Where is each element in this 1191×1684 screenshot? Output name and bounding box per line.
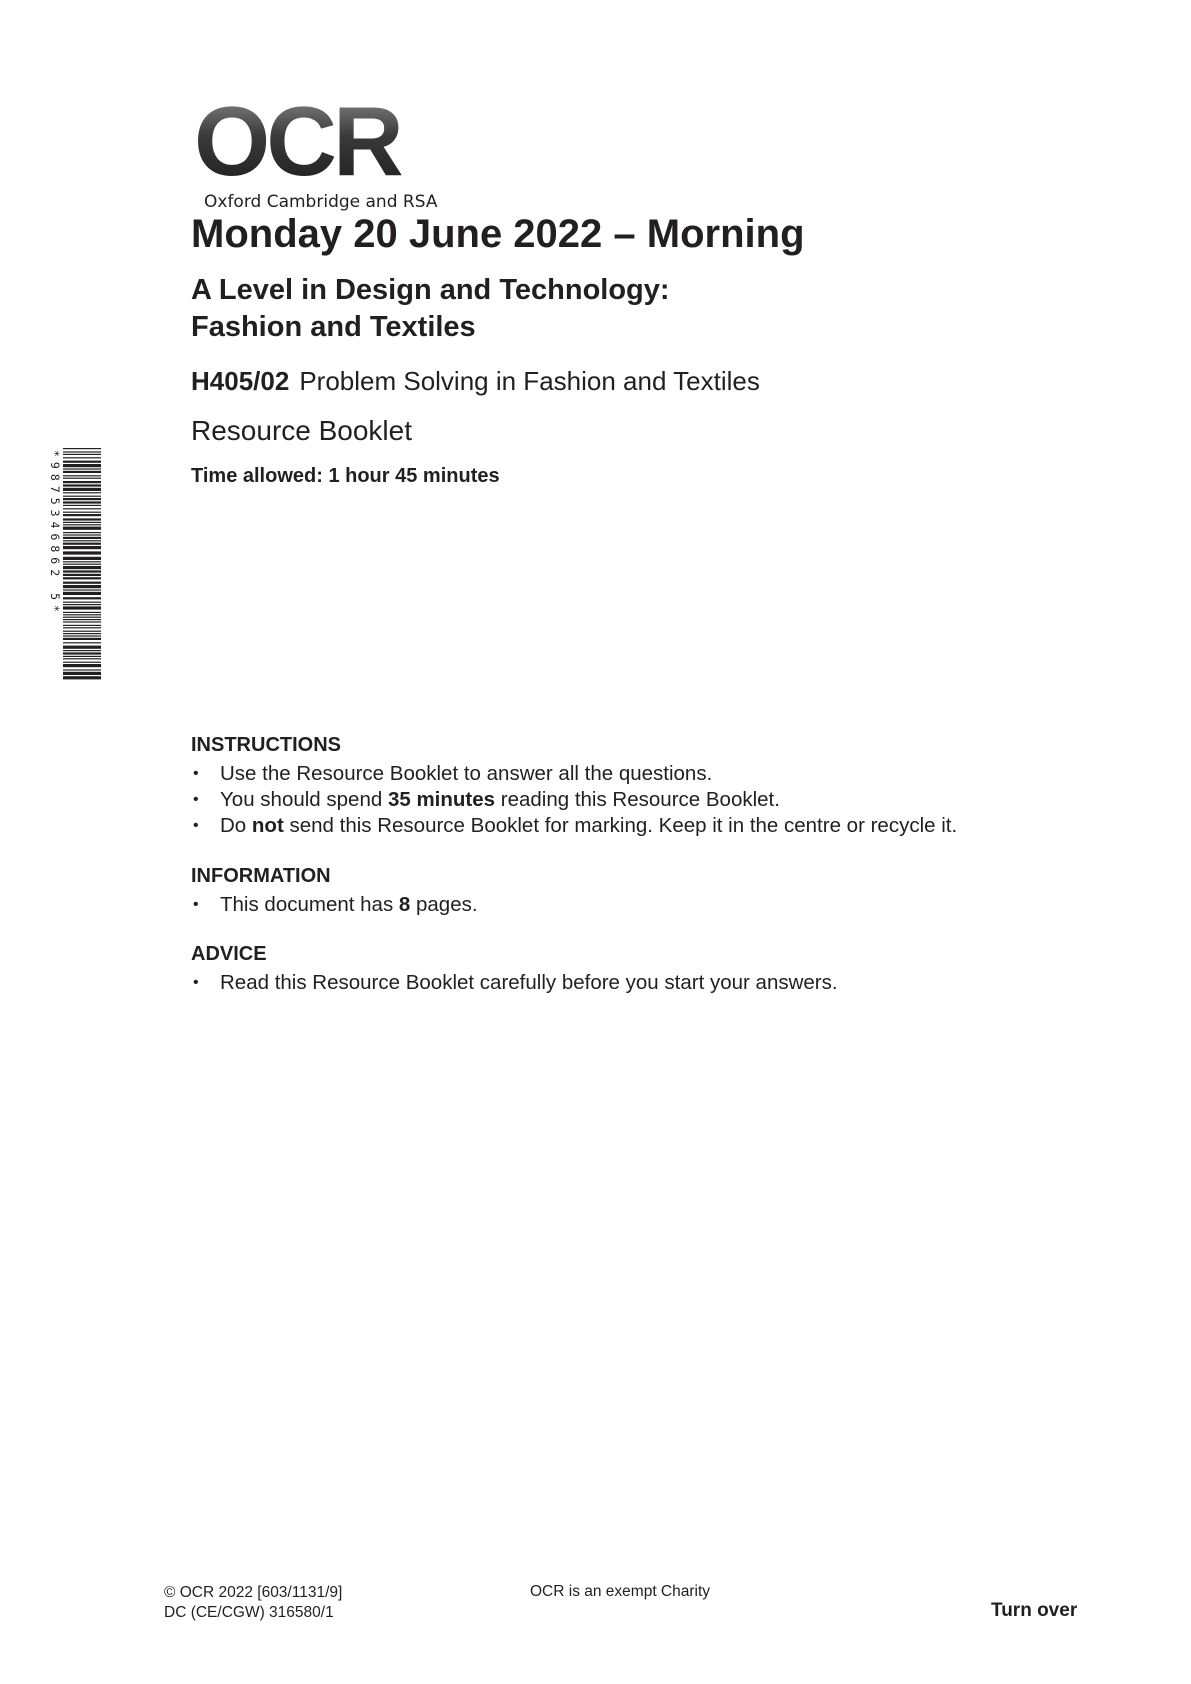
advice-item-1-text: Read this Resource Booklet carefully before you start your answers. [220,971,838,994]
footer-copyright: © OCR 2022 [603/1131/9] [164,1584,343,1601]
instruction-item-2-pre: You should spend [220,788,388,811]
barcode-bar [63,625,101,626]
subject-line-1: A Level in Design and Technology: [191,274,670,306]
barcode-bar [63,614,101,615]
barcode-bar [63,464,101,467]
barcode-digits: *9875346862 5* [48,450,62,617]
barcode-bar [63,652,101,654]
barcode-bar [63,612,101,613]
barcode-bar [63,570,101,572]
barcode-bar [63,496,101,497]
barcode-bar [63,646,101,649]
barcode-bar [63,635,101,636]
barcode-bar [63,527,101,530]
instruction-item-1 [191,761,957,787]
barcode-bar [63,551,101,554]
instruction-item-2 [191,787,957,813]
advice-heading: ADVICE [191,943,267,965]
information-item-1-pre: This document has [220,893,399,916]
booklet-label: Resource Booklet [191,415,413,446]
barcode-bar [63,534,101,535]
ocr-logo-subtitle: Oxford Cambridge and RSA [204,192,438,212]
instructions-list [191,761,957,839]
instruction-item-2-bold: 35 minutes [387,788,496,811]
barcode-bar [63,498,101,500]
barcode-bar [63,546,101,549]
time-allowed: Time allowed: 1 hour 45 minutes [191,465,500,487]
barcode-bar [63,505,101,506]
barcode-bar [63,471,101,473]
barcode-bar [63,617,101,618]
barcode-bar [63,561,101,562]
barcode-bar [63,606,101,609]
instruction-item-3-post: send this Resource Booklet for marking. Keep it in the centre or recycle it. [283,814,958,837]
barcode-bar [63,522,101,523]
barcode-bar [63,627,101,628]
paper-title: Problem Solving in Fashion and Textiles [299,366,760,396]
advice-list [191,970,838,996]
barcode-bar [63,484,101,486]
barcode-bar [63,461,101,463]
exam-date-title: Monday 20 June 2022 – Morning [191,212,805,256]
paper-code: H405/02 [191,366,290,396]
instruction-item-3-pre: Do [220,814,252,837]
footer-reference: DC (CE/CGW) 316580/1 [164,1604,334,1621]
ocr-logo-mark: OCR [194,92,454,190]
information-item-1-bold: 8 [398,893,411,916]
barcode-bar [63,669,101,670]
barcode-bar [63,468,101,469]
barcode-bar [63,512,101,513]
barcode-bar [63,501,101,503]
information-item-1-post: pages. [410,893,478,916]
information-item-1 [191,892,478,918]
barcode-bar [63,451,101,452]
barcode-bar [63,592,101,595]
subject-line-2: Fashion and Textiles [191,311,476,343]
barcode-bar [63,448,101,449]
barcode-bar [63,658,101,659]
instructions-heading: INSTRUCTIONS [191,734,341,756]
barcode-bar [63,532,101,533]
paper-line [191,366,760,397]
instruction-item-3 [191,813,957,839]
ocr-logo [194,86,454,212]
instructions-section [191,734,957,839]
barcode-bar [63,478,101,479]
instruction-item-2-post: reading this Resource Booklet. [495,788,780,811]
footer-left [164,1583,342,1623]
barcode-bar [63,589,101,590]
advice-section [191,943,838,996]
barcode-bar [63,633,101,634]
barcode-bar [63,564,101,565]
barcode-bar [63,540,101,541]
instruction-item-1-text: Use the Resource Booklet to answer all the questions. [220,762,713,785]
barcode-bar [63,518,101,520]
barcode-bar [63,457,101,458]
barcode-bar [63,537,101,539]
barcode-bar [63,619,101,620]
barcode-bar [63,566,101,569]
information-heading: INFORMATION [191,865,331,887]
barcode-bar [63,676,101,679]
barcode-bars [63,448,101,679]
barcode-bar [63,577,101,579]
barcode-bar [63,631,101,632]
barcode-bar [63,514,101,516]
barcode-bar [63,543,101,545]
barcode-bar [63,662,101,663]
barcode-bar [63,597,101,599]
barcode-bar [63,604,101,605]
barcode-bar [63,508,101,509]
barcode-bar [63,475,101,476]
advice-item-1 [191,970,838,996]
information-section [191,865,478,918]
barcode-bar [63,524,101,525]
barcode-bar [63,481,101,483]
barcode-bar [63,638,101,640]
barcode-bar [63,454,101,455]
subject-title [191,272,670,346]
footer-charity: OCR is an exempt Charity [530,1583,711,1600]
barcode-bar [63,574,101,576]
barcode-bar [63,664,101,667]
barcode-bar [63,585,101,588]
barcode-bar [63,582,101,584]
barcode-bar [63,642,101,643]
information-list [191,892,478,918]
barcode-bar [63,492,101,493]
barcode-bar [63,621,101,622]
barcode-bar [63,602,101,603]
instruction-item-3-bold: not [251,814,284,837]
barcode [45,448,101,682]
barcode-bar [63,672,101,675]
turn-over-label: Turn over [991,1600,1078,1621]
barcode-bar [63,656,101,657]
barcode-bar [63,650,101,651]
barcode-bar [63,488,101,491]
barcode-bar [63,557,101,560]
